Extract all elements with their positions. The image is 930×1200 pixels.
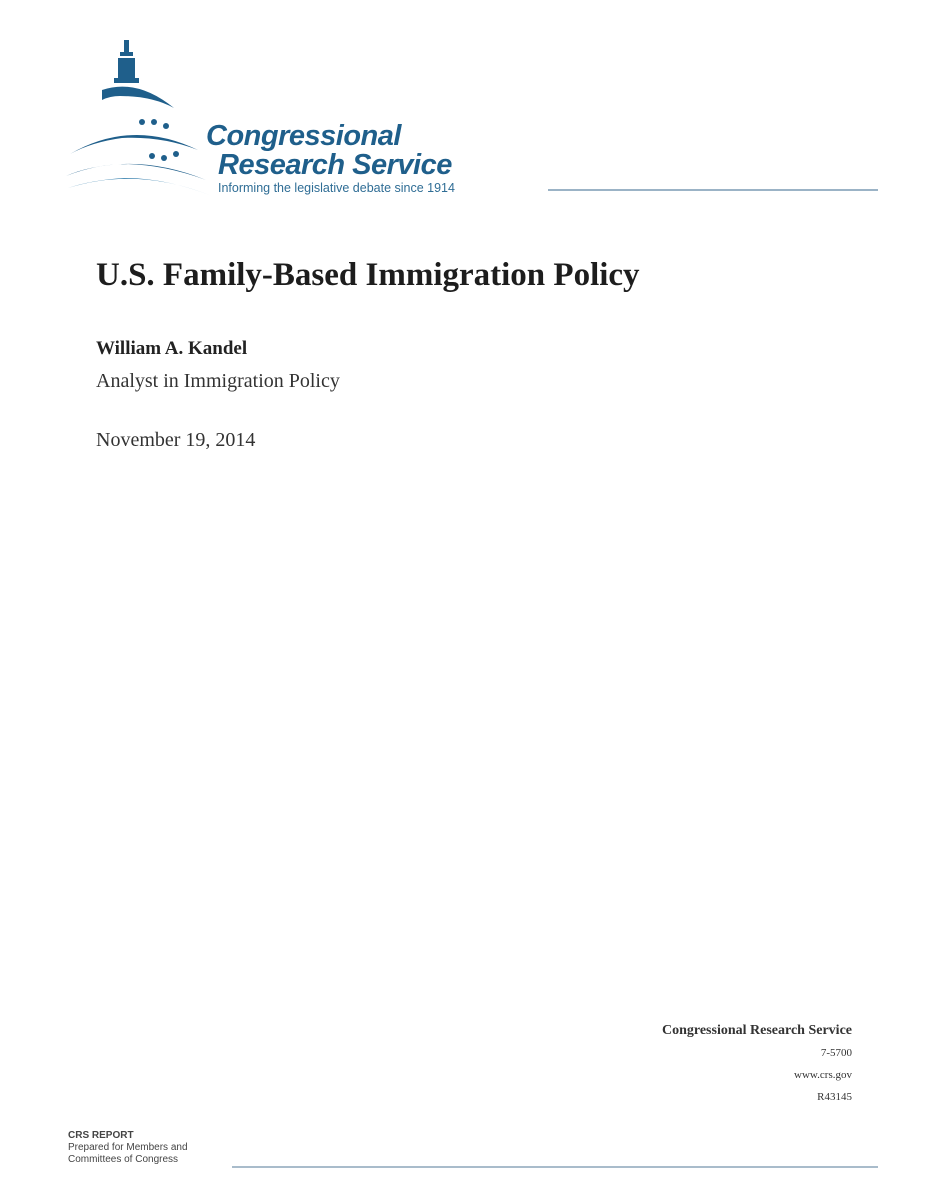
header-rule	[548, 189, 878, 191]
org-name-line2: Research Service	[218, 149, 452, 181]
author-title: Analyst in Immigration Policy	[96, 370, 340, 392]
footer-phone: 7-5700	[820, 1047, 852, 1059]
organization-wordmark	[206, 122, 452, 180]
header-tagline: Informing the legislative debate since 1914	[218, 181, 455, 195]
prepared-for-line2: Committees of Congress	[68, 1154, 179, 1165]
capitol-dome-logo-icon	[62, 38, 214, 198]
report-date: November 19, 2014	[96, 429, 256, 451]
prepared-for-line1: Prepared for Members and	[68, 1142, 188, 1153]
crs-report-label-block	[68, 1130, 188, 1166]
report-title: U.S. Family-Based Immigration Policy	[96, 257, 640, 293]
org-name-line1: Congressional	[206, 120, 401, 152]
author-name: William A. Kandel	[96, 338, 248, 359]
crs-report-label: CRS REPORT	[68, 1130, 134, 1141]
footer-rule	[232, 1166, 878, 1168]
footer-org-name: Congressional Research Service	[661, 1023, 852, 1038]
header-tagline-row	[218, 180, 878, 196]
footer-contact-block	[662, 1020, 852, 1108]
footer-website: www.crs.gov	[794, 1069, 852, 1081]
footer-report-number: R43145	[817, 1091, 852, 1103]
